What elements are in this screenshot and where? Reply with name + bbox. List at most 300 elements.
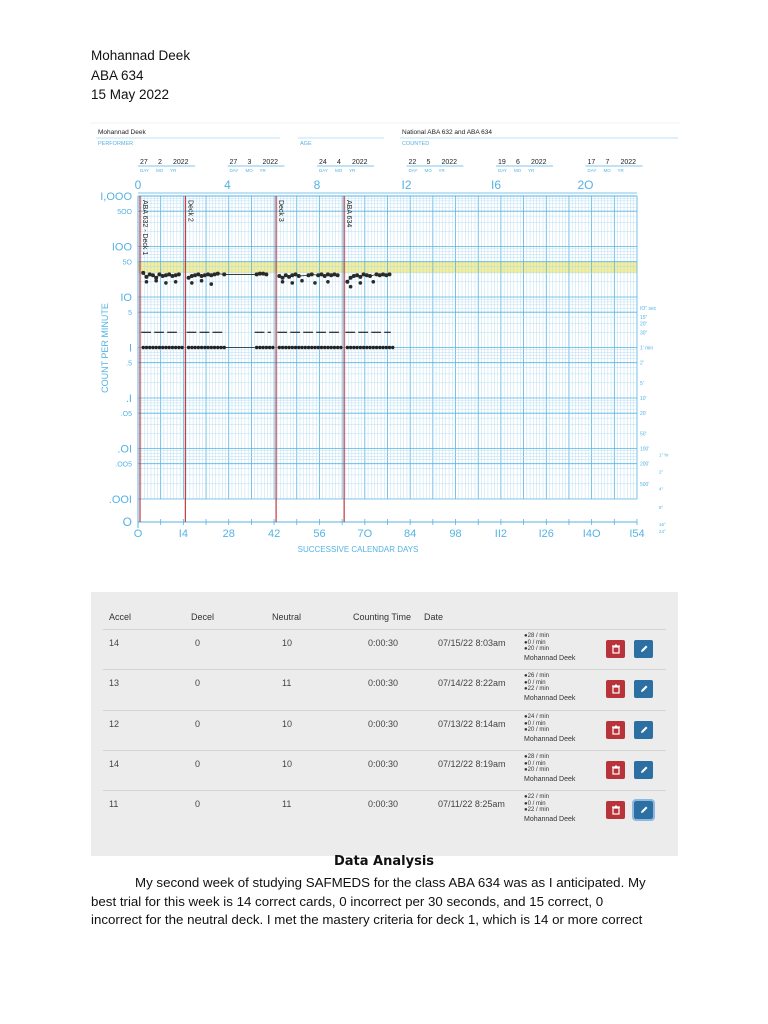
zero-count-point: [155, 346, 158, 349]
zero-count-point: [385, 346, 388, 349]
trash-icon: [611, 725, 621, 735]
date-year: 2022: [262, 159, 279, 166]
phase-label: ABA 632 - Deck 1: [141, 200, 148, 256]
decel-rate: 0: [527, 760, 531, 767]
right-tick-label: 1' min: [640, 345, 654, 352]
pencil-icon: [639, 765, 649, 775]
top-tick-label: 8: [313, 178, 321, 192]
neutral-rate: 22: [527, 686, 535, 692]
bottom-tick-label: II2: [494, 528, 508, 540]
date-year-label: YR: [617, 168, 624, 173]
date-day-label: DAY: [498, 168, 507, 173]
top-tick-label: 4: [224, 178, 231, 192]
incorrect-point: [371, 280, 375, 284]
date-month-label: MO: [335, 168, 343, 173]
top-tick-label: 2O: [577, 178, 594, 192]
zero-count-point: [287, 346, 290, 349]
recorded-by: Mohannad Deek: [524, 694, 576, 702]
neutral-value: 11: [282, 678, 292, 688]
pencil-icon: [639, 684, 649, 694]
rate-unit: / min: [532, 720, 546, 727]
rate-summary: ●28 / min ●0 / min ●20 / min Mohannad Deek: [524, 754, 576, 783]
decel-value: 0: [195, 759, 201, 769]
y-tick-label: IOO: [111, 241, 132, 254]
zero-count-point: [167, 346, 170, 349]
incorrect-point: [290, 281, 294, 285]
zero-count-point: [190, 346, 193, 349]
delete-button[interactable]: [606, 721, 625, 739]
right-tick-label: 200': [640, 461, 650, 468]
rate-summary: ●22 / min ●0 / min ●22 / min Mohannad Deek: [524, 794, 576, 823]
header-accel: Accel: [109, 612, 132, 622]
zero-count-point: [320, 346, 323, 349]
zero-count-point: [180, 346, 183, 349]
top-tick-label: 0: [134, 178, 142, 192]
zero-count-point: [323, 346, 326, 349]
document-date: 15 May 2022: [91, 87, 170, 102]
zero-count-point: [378, 346, 381, 349]
zero-count-point: [310, 346, 313, 349]
correct-point: [144, 275, 148, 279]
date-day-label: DAY: [229, 168, 239, 173]
header-decel: Decel: [191, 612, 215, 622]
rate-unit: / min: [535, 714, 549, 720]
bottom-tick-label: 84: [404, 528, 417, 540]
neutral-value: 11: [282, 799, 292, 809]
date-month: 5: [426, 159, 431, 166]
header-counting-time: Counting Time: [353, 612, 412, 622]
accel-value: 13: [109, 678, 120, 688]
zero-count-point: [372, 346, 375, 349]
date-day-label: DAY: [408, 168, 418, 173]
rate-unit: / min: [535, 754, 549, 760]
rate-unit: / min: [535, 646, 549, 652]
zero-count-point: [362, 346, 365, 349]
right-tick-label: 20": [640, 321, 648, 328]
date-year: 2022: [620, 159, 637, 166]
recorded-by: Mohannad Deek: [524, 735, 576, 743]
date-value: 07/14/22 8:22am: [438, 678, 506, 688]
incorrect-point: [154, 279, 158, 283]
zero-count-point: [381, 346, 384, 349]
zero-count-point: [261, 346, 264, 349]
zero-count-point: [388, 346, 391, 349]
right-tick-label: IO" sec: [640, 306, 657, 313]
date-month-label: MO: [514, 168, 522, 173]
date-month: 7: [605, 159, 610, 166]
correct-point: [264, 272, 268, 276]
incorrect-point: [349, 285, 353, 289]
date-day-label: DAY: [319, 168, 328, 173]
zero-count-point: [142, 346, 145, 349]
zero-count-point: [313, 346, 316, 349]
decel-rate: 0: [527, 720, 531, 727]
date-value: 07/13/22 8:14am: [438, 719, 506, 729]
rate-unit: / min: [535, 686, 549, 692]
decel-value: 0: [195, 638, 201, 648]
bottom-tick-label: 28: [222, 528, 235, 540]
date-year-label: YR: [438, 168, 445, 173]
zero-count-point: [317, 346, 320, 349]
bottom-tick-label: I4O: [582, 528, 601, 540]
date-year-label: YR: [349, 168, 356, 173]
bottom-tick-label: I4: [178, 528, 188, 540]
correct-point: [388, 272, 392, 276]
paragraph-line: best trial for this week is 14 correct cards, 0 incorrect per 30 seconds, and 15 correct, 0: [91, 893, 604, 909]
accel-rate: 28: [527, 754, 535, 760]
incorrect-point: [359, 281, 363, 285]
rate-summary: ●26 / min ●0 / min ●22 / min Mohannad Deek: [524, 673, 576, 702]
pencil-icon: [639, 725, 649, 735]
zero-count-point: [164, 346, 167, 349]
date-month: 4: [337, 159, 341, 166]
right-tick-label-hours: 4°: [659, 486, 664, 492]
phase-label: ABA 634: [345, 200, 353, 228]
date-month-label: MO: [156, 168, 164, 173]
recorded-by: Mohannad Deek: [524, 775, 576, 783]
accel-rate: 28: [527, 633, 535, 639]
neutral-value: 10: [282, 759, 293, 769]
delete-button[interactable]: [606, 761, 625, 779]
paragraph-line: incorrect for the neutral deck. I met the mastery criteria for deck 1, which is 14 or more correct: [91, 912, 643, 927]
neutral-value: 10: [282, 719, 293, 729]
right-tick-label-hours: 1° hr: [659, 452, 669, 458]
zero-count-point: [291, 346, 294, 349]
header-neutral: Neutral: [272, 612, 302, 622]
date-month-label: MO: [424, 168, 432, 173]
correct-point: [345, 280, 349, 284]
y-tick-label: 5OO: [117, 209, 132, 217]
right-tick-label: 30": [640, 330, 648, 337]
zero-count-point: [145, 346, 148, 349]
date-month: 6: [516, 159, 520, 166]
neutral-rate: 20: [527, 767, 535, 773]
y-tick-label: IO: [120, 292, 132, 304]
incorrect-point: [326, 280, 330, 284]
date-day-label: DAY: [140, 168, 149, 173]
date-year: 2022: [173, 159, 189, 166]
date-day: 22: [408, 159, 417, 166]
zero-count-point: [187, 346, 190, 349]
zero-count-point: [151, 346, 154, 349]
header-date: Date: [424, 612, 444, 622]
date-day: 27: [229, 159, 238, 166]
zero-count-point: [375, 346, 378, 349]
bottom-tick-label: I26: [538, 528, 554, 540]
zero-count-point: [326, 346, 329, 349]
phase-label: Deck 3: [277, 200, 285, 222]
right-tick-label: 10': [640, 396, 647, 402]
zero-count-point: [300, 346, 303, 349]
rate-unit: / min: [532, 800, 546, 807]
incorrect-point: [164, 281, 168, 285]
counted-label: COUNTED: [402, 141, 430, 147]
counting-time-value: 0:00:30: [368, 759, 399, 769]
correct-point: [368, 274, 372, 278]
edit-button[interactable]: [634, 640, 653, 658]
date-year: 2022: [531, 159, 547, 166]
right-tick-label-hours: 24°: [659, 529, 666, 535]
edit-button[interactable]: [634, 761, 653, 779]
zero-count-point: [352, 346, 355, 349]
zero-count-point: [174, 346, 177, 349]
rate-unit: / min: [532, 639, 546, 646]
rate-summary: ●28 / min ●0 / min ●20 / min Mohannad Deek: [524, 633, 576, 662]
accel-rate: 24: [527, 714, 535, 720]
y-tick-label: .5: [126, 360, 132, 368]
right-tick-label: 2': [640, 360, 644, 367]
y-tick-label: I: [128, 342, 132, 355]
performer-value: Mohannad Deek: [98, 129, 146, 136]
decel-value: 0: [195, 678, 201, 688]
accel-value: 14: [109, 638, 120, 648]
date-day-label: DAY: [587, 168, 597, 173]
bottom-tick-label: 42: [267, 528, 281, 540]
rate-unit: / min: [532, 679, 546, 686]
date-year-label: YR: [528, 168, 535, 173]
zero-count-point: [268, 346, 271, 349]
zero-count-point: [307, 346, 310, 349]
incorrect-point: [200, 279, 204, 283]
rate-unit: / min: [535, 633, 549, 639]
zero-count-point: [284, 346, 287, 349]
y-tick-label: .O5: [120, 411, 132, 419]
chart-svg: [90, 118, 680, 558]
neutral-rate: 20: [527, 646, 535, 652]
y-tick-label: .I: [125, 393, 132, 405]
counting-time-value: 0:00:30: [368, 799, 399, 809]
performer-label: PERFORMER: [98, 141, 134, 147]
correct-point: [297, 274, 301, 278]
date-month-label: MO: [245, 168, 253, 173]
rate-summary: ●24 / min ●0 / min ●20 / min Mohannad Deek: [524, 714, 576, 743]
zero-count-point: [349, 346, 352, 349]
counting-time-value: 0:00:30: [368, 719, 399, 729]
correct-point: [177, 272, 181, 276]
neutral-rate: 20: [527, 727, 535, 733]
correct-point: [222, 272, 226, 276]
date-day: 19: [498, 159, 506, 166]
zero-count-point: [271, 346, 274, 349]
top-tick-label: I6: [490, 178, 502, 192]
recorded-by: Mohannad Deek: [524, 654, 576, 662]
date-day: 17: [587, 159, 596, 166]
x-axis-label: SUCCESSIVE CALENDAR DAYS: [297, 545, 419, 554]
rate-unit: / min: [532, 760, 546, 767]
right-tick-label-hours: 16°: [659, 522, 666, 528]
zero-count-point: [391, 346, 394, 349]
delete-button[interactable]: [606, 801, 625, 819]
neutral-rate: 22: [527, 807, 535, 813]
delete-button[interactable]: [606, 640, 625, 658]
accel-value: 14: [109, 759, 120, 769]
correct-point: [141, 271, 145, 275]
zero-count-point: [304, 346, 307, 349]
zero-count-point: [355, 346, 358, 349]
table-row: [103, 629, 666, 670]
trash-icon: [611, 644, 621, 654]
bottom-tick-label: 56: [313, 528, 326, 540]
correct-point: [358, 275, 362, 279]
bottom-tick-label: O: [133, 528, 143, 540]
zero-count-point: [281, 346, 284, 349]
zero-count-point: [177, 346, 180, 349]
incorrect-point: [145, 280, 149, 284]
date-year: 2022: [352, 159, 368, 166]
y-tick-label: .OI: [117, 443, 132, 456]
date-value: 07/12/22 8:19am: [438, 759, 506, 769]
y-axis-label: COUNT PER MINUTE: [100, 303, 110, 393]
table-row: [103, 710, 666, 751]
rate-unit: / min: [535, 673, 549, 679]
analysis-paragraph: [91, 874, 681, 930]
section-title: Data Analysis: [333, 854, 435, 869]
date-day: 27: [140, 159, 148, 166]
decel-rate: 0: [527, 800, 531, 807]
zero-count-point: [368, 346, 371, 349]
bottom-tick-label: I54: [629, 528, 645, 540]
decel-rate: 0: [527, 679, 531, 686]
right-tick-label: 5': [640, 380, 644, 387]
counted-value: National ABA 632 and ABA 634: [402, 129, 492, 136]
celeration-chart: [90, 118, 680, 558]
incorrect-point: [300, 279, 304, 283]
document-header: [91, 46, 190, 105]
age-label: AGE: [300, 141, 312, 147]
incorrect-point: [313, 281, 317, 285]
accel-value: 12: [109, 719, 120, 729]
accel-value: 11: [109, 799, 119, 809]
accel-rate: 26: [527, 673, 535, 679]
zero-count-point: [297, 346, 300, 349]
phase-label: Deck 2: [186, 200, 194, 222]
edit-button[interactable]: [634, 801, 653, 819]
date-month-label: MO: [603, 168, 611, 173]
y-tick-label: .OOI: [108, 494, 132, 506]
table-row: [103, 750, 666, 791]
zero-count-point: [294, 346, 297, 349]
zero-count-point: [278, 346, 281, 349]
edit-button[interactable]: [634, 680, 653, 698]
right-tick-label: 20': [640, 411, 647, 418]
decel-rate: 0: [527, 639, 531, 646]
y-tick-label: 5: [128, 310, 132, 318]
right-tick-label-hours: 2°: [659, 469, 664, 475]
correct-point: [151, 273, 155, 277]
zero-count-point: [329, 346, 332, 349]
delete-button[interactable]: [606, 680, 625, 698]
date-month: 3: [247, 159, 252, 166]
y-tick-label: .OO5: [115, 461, 132, 469]
zero-count-point: [359, 346, 362, 349]
rate-unit: / min: [535, 807, 549, 813]
decel-value: 0: [195, 799, 201, 809]
y-tick-label: O: [122, 515, 132, 529]
zero-count-point: [206, 346, 209, 349]
date-year: 2022: [441, 159, 458, 166]
y-tick-label: I,OOO: [100, 191, 132, 203]
zero-count-point: [158, 346, 161, 349]
correct-point: [281, 276, 285, 280]
zero-count-point: [255, 346, 258, 349]
zero-count-point: [213, 346, 216, 349]
right-tick-label: 100': [640, 446, 650, 453]
edit-button[interactable]: [634, 721, 653, 739]
zero-count-point: [346, 346, 349, 349]
zero-count-point: [265, 346, 268, 349]
zero-count-point: [193, 346, 196, 349]
incorrect-point: [281, 280, 285, 284]
zero-count-point: [148, 346, 151, 349]
zero-count-point: [171, 346, 174, 349]
zero-count-point: [365, 346, 368, 349]
incorrect-point: [209, 282, 213, 286]
correct-point: [310, 272, 314, 276]
incorrect-point: [174, 280, 178, 284]
zero-count-point: [219, 346, 222, 349]
trash-icon: [611, 684, 621, 694]
recorded-by: Mohannad Deek: [524, 815, 576, 823]
zero-count-point: [203, 346, 206, 349]
neutral-value: 10: [282, 638, 293, 648]
right-tick-label: 50': [640, 431, 647, 438]
course-code: ABA 634: [91, 67, 144, 83]
zero-count-point: [161, 346, 164, 349]
bottom-tick-label: 7O: [357, 528, 373, 540]
zero-count-point: [197, 346, 200, 349]
zero-count-point: [333, 346, 336, 349]
author-name: Mohannad Deek: [91, 48, 191, 63]
data-table-panel: [91, 592, 678, 856]
zero-count-point: [216, 346, 219, 349]
date-day: 24: [319, 159, 327, 166]
correct-point: [216, 272, 220, 276]
pencil-icon: [639, 644, 649, 654]
rate-unit: / min: [535, 767, 549, 773]
accel-rate: 22: [527, 794, 535, 800]
trash-icon: [611, 765, 621, 775]
rate-unit: / min: [535, 727, 549, 733]
incorrect-point: [190, 281, 194, 285]
rate-unit: / min: [535, 794, 549, 800]
bottom-tick-label: 98: [449, 528, 462, 540]
table-row: [103, 669, 666, 710]
top-tick-label: I2: [401, 178, 412, 192]
date-year-label: YR: [170, 168, 177, 173]
right-tick-label: 500': [640, 481, 650, 488]
trash-icon: [611, 805, 621, 815]
date-year-label: YR: [259, 168, 266, 173]
pencil-icon: [639, 805, 649, 815]
counting-time-value: 0:00:30: [368, 638, 399, 648]
right-tick-label-hours: 8°: [659, 505, 664, 510]
zero-count-point: [210, 346, 213, 349]
zero-count-point: [336, 346, 339, 349]
y-tick-label: 5O: [122, 259, 132, 267]
table-row: [103, 790, 666, 831]
decel-value: 0: [195, 719, 201, 729]
paragraph-line: My second week of studying SAFMEDS for the class ABA 634 was as I anticipated. My: [135, 875, 646, 890]
zero-count-point: [258, 346, 261, 349]
counting-time-value: 0:00:30: [368, 678, 399, 688]
date-value: 07/15/22 8:03am: [438, 638, 506, 648]
zero-count-point: [339, 346, 342, 349]
zero-count-point: [200, 346, 203, 349]
date-value: 07/11/22 8:25am: [438, 799, 505, 809]
right-tick-label: 15": [640, 315, 648, 322]
date-month: 2: [158, 159, 162, 166]
correct-point: [336, 273, 340, 277]
